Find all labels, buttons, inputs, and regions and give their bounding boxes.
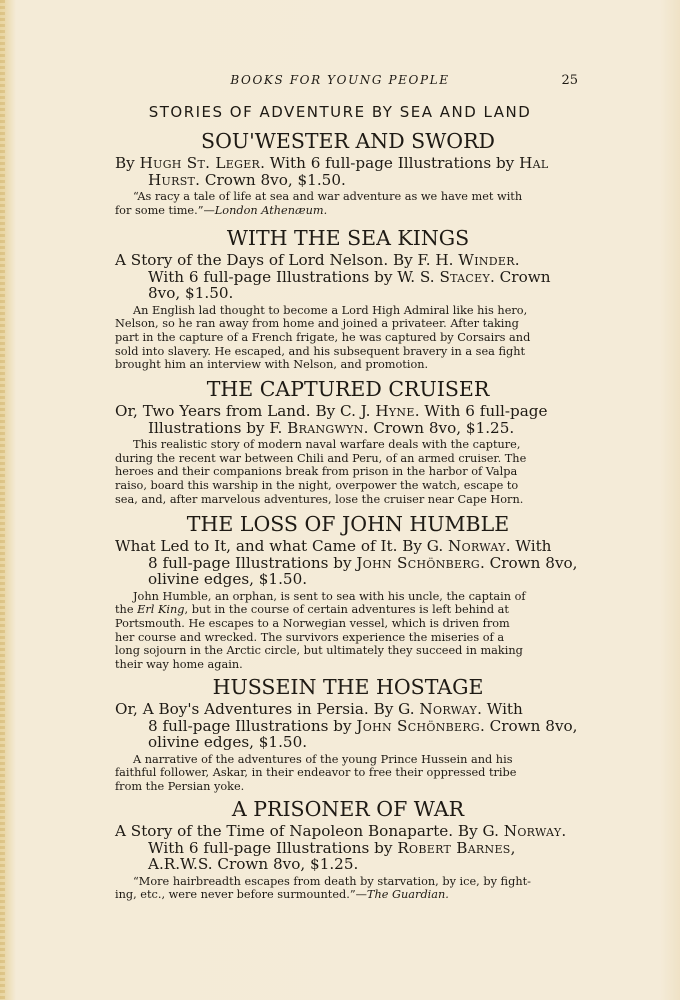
book-info-line: Or, A Boy's Adventures in Persia. By G. Norway. With: [115, 700, 523, 718]
book-info-line: A Story of the Time of Napoleon Bonaparte. By G. Norway.: [115, 822, 567, 840]
book-entry: [115, 511, 581, 671]
book-entry: [115, 674, 581, 794]
book-description: An English lad thought to become a Lord High Admiral like his hero, Nelson, so he ran away from home and joined a privateer. After taking part in the capture of a French frigate, he was captured by Corsairs and sold into slavery. He escaped, and his subsequent bravery in a sea fight brought him an interview with Nelson, and promotion.: [115, 303, 531, 372]
book-description: John Humble, an orphan, is sent to sea with his uncle, the captain of the Erl King, but in the course of certain adventures is left behind at Portsmouth. He escapes to a Norwegian vessel, which is driven from her course and wrecked. The survivors experience the miseries of a long sojourn in the Arctic circle, but ultimately they succeed in making their way home again.: [115, 589, 526, 671]
book-title: SOU'WESTER AND SWORD: [201, 129, 495, 153]
book-title: WITH THE SEA KINGS: [226, 226, 470, 250]
book-title: A PRISONER OF WAR: [231, 797, 465, 821]
book-description: A narrative of the adventures of the young Prince Hussein and his faithful follower, Askar, in their endeavor to free their oppressed tribe from the Persian yoke.: [115, 752, 517, 793]
book-info-line: Hurst. Crown 8vo, $1.50.: [148, 170, 346, 189]
book-info-line: olivine edges, $1.50.: [148, 570, 308, 589]
book-entry: [115, 376, 581, 506]
book-entry: [115, 225, 581, 372]
citation: The Guardian.: [366, 888, 449, 902]
book-entry: [115, 796, 581, 902]
book-title: THE CAPTURED CRUISER: [206, 377, 490, 401]
book-description: This realistic story of modern naval warfare deals with the capture, during the recent war between Chili and Peru, of an armed cruiser. The heroes and their companions break from prison in the harbor of Valpa raiso, board this warship in the night, overpower the watch, escape to sea, and, after marvelous adventures, lose the cruiser near Cape Horn.: [115, 438, 527, 506]
book-info-line: A.R.W.S. Crown 8vo, $1.25.: [148, 855, 359, 874]
book-info-line: 8vo, $1.50.: [148, 284, 234, 303]
book-description: “As racy a tale of life at sea and war adventure as we have met with for some time.”—London Athenæum.: [115, 190, 523, 217]
book-info-line: Or, Two Years from Land. By C. J. Hyne. With 6 full-page: [115, 402, 548, 420]
book-entry: [115, 128, 581, 217]
book-info-line: With 6 full-page Illustrations by Robert Barnes,: [148, 838, 516, 857]
book-info-line: 8 full-page Illustrations by John Schönberg. Crown 8vo,: [148, 553, 578, 572]
book-info-line: By Hugh St. Leger. With 6 full-page Illustrations by Hal: [115, 154, 549, 172]
ship-name: Erl King: [137, 603, 185, 617]
running-title: BOOKS FOR YOUNG PEOPLE: [230, 73, 450, 87]
book-info-line: 8 full-page Illustrations by John Schönberg. Crown 8vo,: [148, 716, 578, 735]
page-number: 25: [561, 73, 578, 88]
book-info-line: A Story of the Days of Lord Nelson. By F. H. Winder.: [115, 251, 520, 269]
book-title: HUSSEIN THE HOSTAGE: [212, 675, 484, 699]
book-title: THE LOSS OF JOHN HUMBLE: [186, 512, 510, 536]
section-heading: STORIES OF ADVENTURE BY SEA AND LAND: [148, 103, 532, 121]
book-info-line: What Led to It, and what Came of It. By G. Norway. With: [115, 537, 552, 555]
book-info-line: With 6 full-page Illustrations by W. S. Stacey. Crown: [148, 267, 551, 286]
book-description: “More hairbreadth escapes from death by starvation, by ice, by fight- ing, etc., were never before surmounted.”—The Guardian.: [115, 874, 531, 902]
citation: London Athenæum.: [214, 203, 328, 217]
running-head: [0, 73, 680, 89]
book-info-line: olivine edges, $1.50.: [148, 733, 308, 752]
book-info-line: Illustrations by F. Brangwyn. Crown 8vo, $1.25.: [148, 418, 515, 437]
